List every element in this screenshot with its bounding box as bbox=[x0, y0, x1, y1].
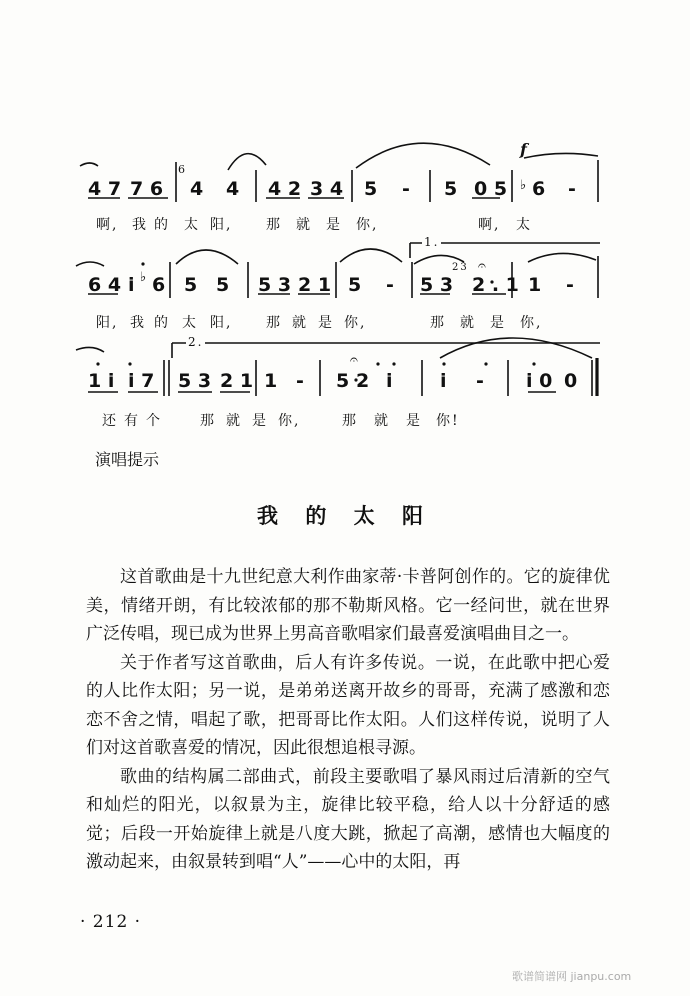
note: - bbox=[386, 274, 394, 296]
lyric: 你, bbox=[520, 315, 543, 331]
note: 0 bbox=[564, 370, 578, 392]
lyric: 我 bbox=[132, 217, 148, 233]
singing-hint-label: 演唱提示 bbox=[95, 450, 160, 469]
note: 5 bbox=[364, 178, 378, 200]
note: - bbox=[402, 178, 410, 200]
note: 5 bbox=[348, 274, 362, 296]
lyric: 那 bbox=[430, 315, 446, 331]
music-score bbox=[0, 0, 690, 440]
note: 6 bbox=[532, 178, 546, 200]
note: - bbox=[568, 178, 576, 200]
lyric: 那 bbox=[342, 413, 358, 429]
note: i bbox=[128, 274, 135, 296]
note: 5 bbox=[184, 274, 198, 296]
note: 4 bbox=[226, 178, 240, 200]
note: - bbox=[476, 370, 484, 392]
note: 1 i bbox=[88, 370, 115, 392]
lyric: 啊, bbox=[478, 217, 501, 233]
note: 5 3 bbox=[178, 370, 212, 392]
note: 3 4 bbox=[310, 178, 344, 200]
lyric: 就 bbox=[292, 315, 308, 331]
lyric: 个 bbox=[146, 413, 162, 429]
flat-sign-row1: ♭ bbox=[520, 178, 529, 193]
note: i 0 bbox=[526, 370, 553, 392]
note: 2 1 bbox=[298, 274, 332, 296]
note: 2 bbox=[356, 370, 370, 392]
note: - bbox=[296, 370, 304, 392]
page-number: · 212 · bbox=[80, 912, 142, 932]
lyric: 阳, bbox=[210, 217, 233, 233]
lyric: 你! bbox=[436, 413, 460, 429]
lyric: 阳, bbox=[210, 315, 233, 331]
lyric: 太 bbox=[516, 217, 532, 233]
lyric: 那 bbox=[266, 217, 282, 233]
note: 2 . 1 bbox=[472, 274, 519, 296]
lyric: 的 bbox=[154, 315, 170, 331]
flat-sign-row2: ♭ bbox=[140, 270, 149, 285]
dynamic-mark: f bbox=[520, 140, 529, 159]
lyric: 是 bbox=[318, 315, 334, 331]
note: 1 bbox=[528, 274, 542, 296]
lyric: 是 bbox=[406, 413, 422, 429]
lyric: 那 bbox=[266, 315, 282, 331]
volta-1: 1. bbox=[424, 235, 440, 249]
note: 7 6 bbox=[130, 178, 164, 200]
lyric: 的 bbox=[154, 217, 170, 233]
lyric: 阳, bbox=[96, 315, 119, 331]
note: i bbox=[440, 370, 447, 392]
meter-mark: 6 bbox=[178, 163, 187, 176]
paragraph: 这首歌曲是十九世纪意大利作曲家蒂·卡普阿创作的。它的旋律优美，情绪开朗，有比较浓郁的那不勒斯风格。它一经问世，就在世界广泛传唱，现已成为世界上男高音歌唱家们最喜爱演唱曲目之一。 bbox=[86, 567, 610, 644]
lyric: 你, bbox=[356, 217, 379, 233]
note: 1 bbox=[264, 370, 278, 392]
lyric: 就 bbox=[374, 413, 390, 429]
lyric: 就 bbox=[226, 413, 242, 429]
note: - bbox=[566, 274, 574, 296]
note: 4 7 bbox=[88, 178, 122, 200]
note: 5 bbox=[444, 178, 458, 200]
note: 5 3 bbox=[258, 274, 292, 296]
paragraph: 关于作者写这首歌曲，后人有许多传说。一说，在此歌中把心爱的人比作太阳；另一说，是弟弟送离开故乡的哥哥，充满了感激和恋恋不舍之情，唱起了歌，把哥哥比作太阳。人们这样传说，说明了人们对这首歌喜爱的情况，因此很想追根寻源。 bbox=[86, 652, 610, 758]
paragraph: 歌曲的结构属二部曲式，前段主要歌唱了暴风雨过后清新的空气和灿烂的阳光，以叙景为主，旋律比较平稳，给人以十分舒适的感觉；后段一开始旋律上就是八度大跳，掀起了高潮，感情也大幅度的激动起来，由叙景转到唱“人”——心中的太阳，再 bbox=[86, 766, 610, 872]
lyric: 是 bbox=[326, 217, 342, 233]
note: 2 1 bbox=[220, 370, 254, 392]
lyric: 你, bbox=[278, 413, 301, 429]
article-body bbox=[86, 563, 610, 877]
lyric: 有 bbox=[124, 413, 140, 429]
note: 5 3 bbox=[420, 274, 454, 296]
lyric: 是 bbox=[490, 315, 506, 331]
lyric: 那 bbox=[200, 413, 216, 429]
lyric: 是 bbox=[252, 413, 268, 429]
note: 6 bbox=[152, 274, 166, 296]
volta-2: 2. bbox=[188, 335, 204, 349]
note: 5 bbox=[216, 274, 230, 296]
lyric: 太 bbox=[182, 315, 198, 331]
lyric: 太 bbox=[184, 217, 200, 233]
watermark: 歌谱简谱网 jianpu.com bbox=[512, 970, 632, 983]
lyric: 我 bbox=[130, 315, 146, 331]
article-title: 我 的 太 阳 bbox=[257, 503, 433, 528]
note: 6 4 bbox=[88, 274, 122, 296]
note: 4 2 bbox=[268, 178, 302, 200]
note: 0 5 bbox=[474, 178, 508, 200]
lyric: 就 bbox=[296, 217, 312, 233]
lyric: 还 bbox=[102, 413, 118, 429]
lyric: 就 bbox=[460, 315, 476, 331]
note: 5 bbox=[336, 370, 350, 392]
note: i 7 bbox=[128, 370, 155, 392]
lyric: 你, bbox=[344, 315, 367, 331]
note: 4 bbox=[190, 178, 204, 200]
fermata-row3: 𝄐 bbox=[350, 352, 360, 368]
fermata-row2: 𝄐 bbox=[478, 258, 488, 274]
lyric: 啊, bbox=[96, 217, 119, 233]
grace-notes: 23 bbox=[452, 262, 469, 273]
note: i bbox=[386, 370, 393, 392]
